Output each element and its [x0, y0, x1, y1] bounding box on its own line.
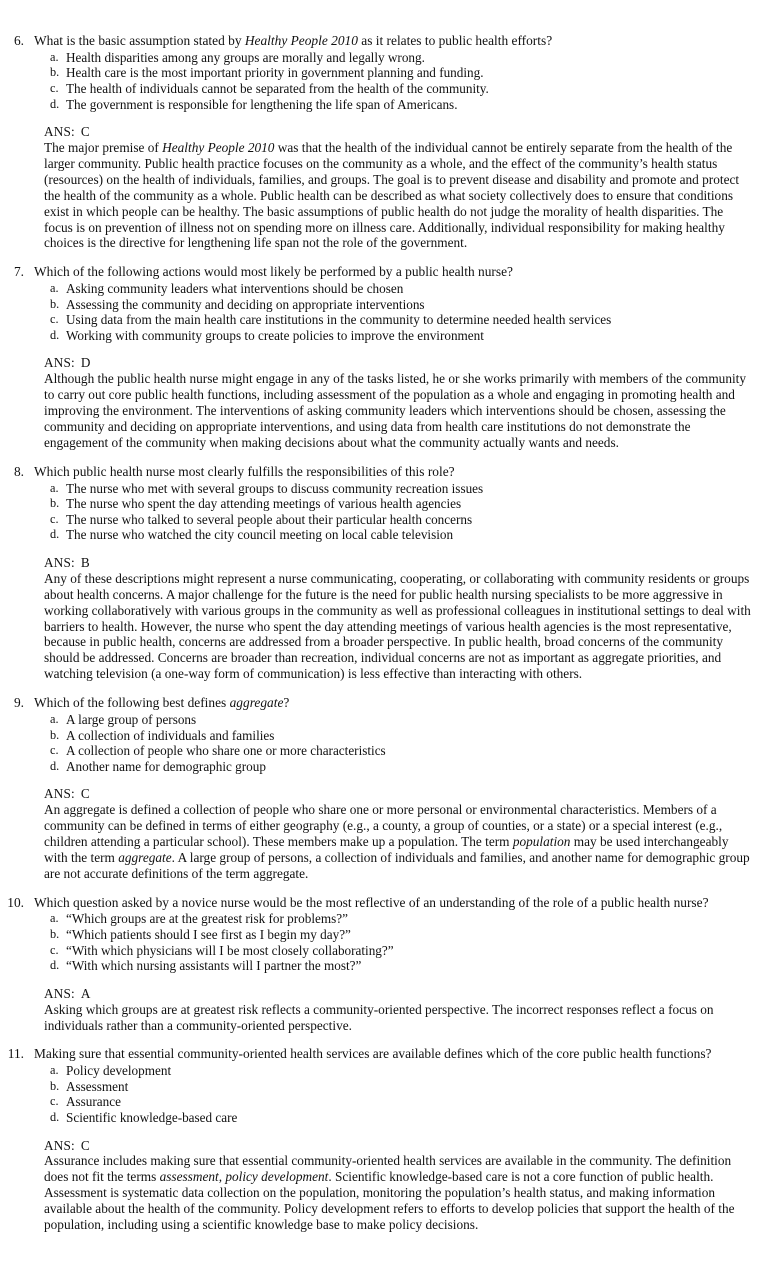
option-letter: b. — [50, 927, 60, 942]
answer-option[interactable] — [0, 943, 777, 959]
answer-value: D — [80, 355, 91, 371]
answer-option[interactable] — [0, 527, 777, 543]
answer-option[interactable] — [0, 481, 777, 497]
option-letter: d. — [50, 1109, 60, 1124]
option-letter: b. — [50, 1078, 60, 1093]
question-text: Which of the following actions would most likely be performed by a public health nurse? — [34, 264, 513, 280]
option-text: The nurse who watched the city council meeting on local cable television — [66, 527, 454, 543]
option-text: Policy development — [66, 1063, 172, 1079]
option-letter: c. — [50, 312, 59, 327]
question-number: 9. — [13, 695, 24, 711]
answer-option[interactable] — [0, 1094, 777, 1110]
option-letter: a. — [50, 49, 59, 64]
answer-label: ANS: — [44, 124, 75, 140]
question-stem — [0, 264, 777, 280]
option-letter: c. — [50, 942, 59, 957]
option-letter: c. — [50, 743, 59, 758]
question-text: Which public health nurse most clearly fulfills the responsibilities of this role? — [34, 463, 455, 479]
question-stem — [0, 895, 777, 911]
answer-options — [0, 50, 777, 112]
option-letter: d. — [50, 958, 60, 973]
option-text: Another name for demographic group — [66, 758, 266, 774]
answer-option[interactable] — [0, 1110, 777, 1126]
option-text: “Which patients should I see first as I begin my day?” — [66, 927, 351, 943]
answer-value: C — [80, 1137, 90, 1153]
question-list — [0, 33, 777, 1233]
question-stem — [0, 1046, 777, 1062]
question-number: 7. — [13, 264, 24, 280]
answer-option[interactable] — [0, 312, 777, 328]
question-stem — [0, 695, 777, 711]
option-text: The nurse who met with several groups to discuss community recreation issues — [66, 480, 484, 496]
option-letter: b. — [50, 65, 60, 80]
question-block — [0, 895, 777, 1034]
answer-options — [0, 481, 777, 543]
option-letter: c. — [50, 511, 59, 526]
option-text: Assessing the community and deciding on appropriate interventions — [66, 296, 425, 312]
option-letter: b. — [50, 727, 60, 742]
answer-line — [0, 124, 777, 140]
option-text: Working with community groups to create policies to improve the environment — [66, 327, 484, 343]
answer-value: C — [80, 124, 90, 140]
answer-label: ANS: — [44, 1137, 75, 1153]
option-text: Assurance — [66, 1094, 121, 1110]
question-block — [0, 695, 777, 882]
question-number: 6. — [13, 33, 24, 48]
option-letter: a. — [50, 480, 59, 495]
option-letter: d. — [50, 96, 60, 111]
answer-options — [0, 712, 777, 774]
answer-option[interactable] — [0, 911, 777, 927]
answer-label: ANS: — [44, 355, 75, 371]
answer-option[interactable] — [0, 743, 777, 759]
option-text: The nurse who talked to several people about their particular health concerns — [66, 511, 473, 527]
question-number: 8. — [13, 463, 24, 479]
answer-option[interactable] — [0, 328, 777, 344]
answer-line — [0, 555, 777, 571]
question-block — [0, 1046, 777, 1233]
option-text: The health of individuals cannot be separated from the health of the community. — [66, 80, 489, 96]
option-letter: b. — [50, 496, 60, 511]
answer-label: ANS: — [44, 786, 75, 802]
question-number: 11. — [7, 1046, 24, 1062]
option-letter: d. — [50, 527, 60, 542]
question-stem — [0, 33, 777, 49]
option-letter: a. — [50, 281, 59, 296]
answer-option[interactable] — [0, 97, 777, 113]
option-text: Using data from the main health care institutions in the community to determine needed health services — [66, 312, 612, 328]
question-text: What is the basic assumption stated by Healthy People 2010 as it relates to public health efforts? — [34, 33, 553, 48]
option-text: A large group of persons — [66, 711, 197, 727]
option-letter: a. — [50, 711, 59, 726]
answer-value: C — [80, 786, 90, 802]
option-text: The nurse who spent the day attending meetings of various health agencies — [66, 496, 462, 512]
answer-option[interactable] — [0, 496, 777, 512]
answer-line — [0, 786, 777, 802]
option-text: A collection of people who share one or more characteristics — [66, 743, 386, 759]
answer-options — [0, 911, 777, 973]
answer-line — [0, 986, 777, 1002]
answer-rationale: Although the public health nurse might engage in any of the tasks listed, he or she works primarily with members of the community to carry out core public health functions, including assessment of the population as a whole and engaging in promoting health and improving the environment. The interventions of asking community leaders which interventions should be chosen, assessing the community and deciding on appropriate interventions, and using data from health care institutions do not demonstrate the engagement of the community when making decisions about what the community actually wants and needs. — [44, 371, 747, 450]
answer-option[interactable] — [0, 958, 777, 974]
answer-option[interactable] — [0, 1079, 777, 1095]
option-text: Assessment — [66, 1078, 129, 1094]
option-letter: a. — [50, 1063, 59, 1078]
question-block — [0, 464, 777, 682]
option-text: The government is responsible for lengthening the life span of Americans. — [66, 96, 458, 112]
question-text: Which of the following best defines aggregate? — [34, 695, 290, 711]
answer-option[interactable] — [0, 759, 777, 775]
answer-rationale: An aggregate is defined a collection of people who share one or more personal or environmental characteristics. Members of a community can be defined in terms of either geography (e.g., a county, a group of counties, or a state) or a special interest (e.g., children attending a particular school). These members make up a population. The term population may be used interchangeably with the term aggregate. A large group of persons, a collection of individuals and families, and another name for demographic group are not accurate definitions of the term aggregate. — [44, 802, 750, 881]
answer-rationale: Assurance includes making sure that essential community-oriented health services are available in the community. The definition does not fit the terms assessment, policy development. Scientific knowledge-based care is not a core function of public health. Assessment is systematic data collection on the population, monitoring the population’s health status, and making information available about the health of the community. Policy development refers to efforts to develop policies that support the health of the population, including using a scientific knowledge base to make policy decisions. — [44, 1153, 735, 1232]
answer-value: A — [80, 985, 91, 1001]
answer-value: B — [80, 554, 90, 570]
answer-option[interactable] — [0, 1063, 777, 1079]
question-stem — [0, 464, 777, 480]
question-block — [0, 264, 777, 451]
answer-options — [0, 281, 777, 343]
answer-option[interactable] — [0, 297, 777, 313]
option-letter: c. — [50, 1094, 59, 1109]
option-text: “Which groups are at the greatest risk for problems?” — [66, 911, 348, 927]
option-letter: b. — [50, 296, 60, 311]
answer-option[interactable] — [0, 712, 777, 728]
answer-option[interactable] — [0, 81, 777, 97]
answer-option[interactable] — [0, 281, 777, 297]
option-text: Asking community leaders what interventions should be chosen — [66, 281, 404, 297]
answer-rationale: Any of these descriptions might represent a nurse communicating, cooperating, or collaborating with community residents or groups about health concerns. A major challenge for the future is the need for public health nursing specialists to be more aggressive in working collaboratively with various groups in the community as well as professional colleagues in institutional settings to deal with barriers to health. However, the nurse who spent the day attending meetings of various health agencies is the most representative, because in public health, concerns are addressed from a broader perspective. In public health, broad concerns of the community should be addressed. Concerns are broader than recreation, individual concerns are not as important as aggregate priorities, and watching television (a one-way form of communication) is less effective than interacting with others. — [44, 570, 751, 682]
answer-line — [0, 1138, 777, 1154]
answer-options — [0, 1063, 777, 1125]
answer-line — [0, 355, 777, 371]
question-block — [0, 33, 777, 251]
option-text: A collection of individuals and families — [66, 727, 275, 743]
option-letter: d. — [50, 327, 60, 342]
option-letter: a. — [50, 911, 59, 926]
option-text: Health care is the most important priority in government planning and funding. — [66, 65, 484, 81]
option-text: “With which physicians will I be most closely collaborating?” — [66, 942, 394, 958]
answer-label: ANS: — [44, 985, 75, 1001]
answer-option[interactable] — [0, 728, 777, 744]
option-text: Scientific knowledge-based care — [66, 1109, 238, 1125]
option-letter: d. — [50, 758, 60, 773]
answer-option[interactable] — [0, 50, 777, 66]
question-text: Which question asked by a novice nurse would be the most reflective of an understanding of the role of a public health nurse? — [34, 894, 709, 910]
option-letter: c. — [50, 80, 59, 95]
answer-option[interactable] — [0, 927, 777, 943]
answer-option[interactable] — [0, 65, 777, 81]
answer-option[interactable] — [0, 512, 777, 528]
question-text: Making sure that essential community-oriented health services are available defines which of the core public health functions? — [34, 1046, 712, 1062]
option-text: “With which nursing assistants will I partner the most?” — [66, 958, 362, 974]
answer-rationale: Asking which groups are at greatest risk reflects a community-oriented perspective. The incorrect responses reflect a focus on individuals rather than a community-oriented perspective. — [44, 1001, 714, 1033]
answer-label: ANS: — [44, 554, 75, 570]
option-text: Health disparities among any groups are morally and legally wrong. — [66, 49, 425, 65]
question-number: 10. — [7, 894, 24, 910]
answer-rationale: The major premise of Healthy People 2010 was that the health of the individual cannot be entirely separate from the health of the larger community. Public health practice focuses on the community as a whole, and the effect of the community’s health status (resources) on the health of individuals, families, and groups. The goal is to prevent disease and disability and promote and protect the health of the community as a whole. Public health can be described as what society collectively does to ensure that conditions exist in which people can be healthy. The basic assumptions of public health do not judge the morality of health disparities. The focus is on prevention of illness not on spending more on illness care. Additionally, individual responsibility for making healthy choices is the directive for lengthening life span not the role of the government. — [44, 139, 740, 251]
